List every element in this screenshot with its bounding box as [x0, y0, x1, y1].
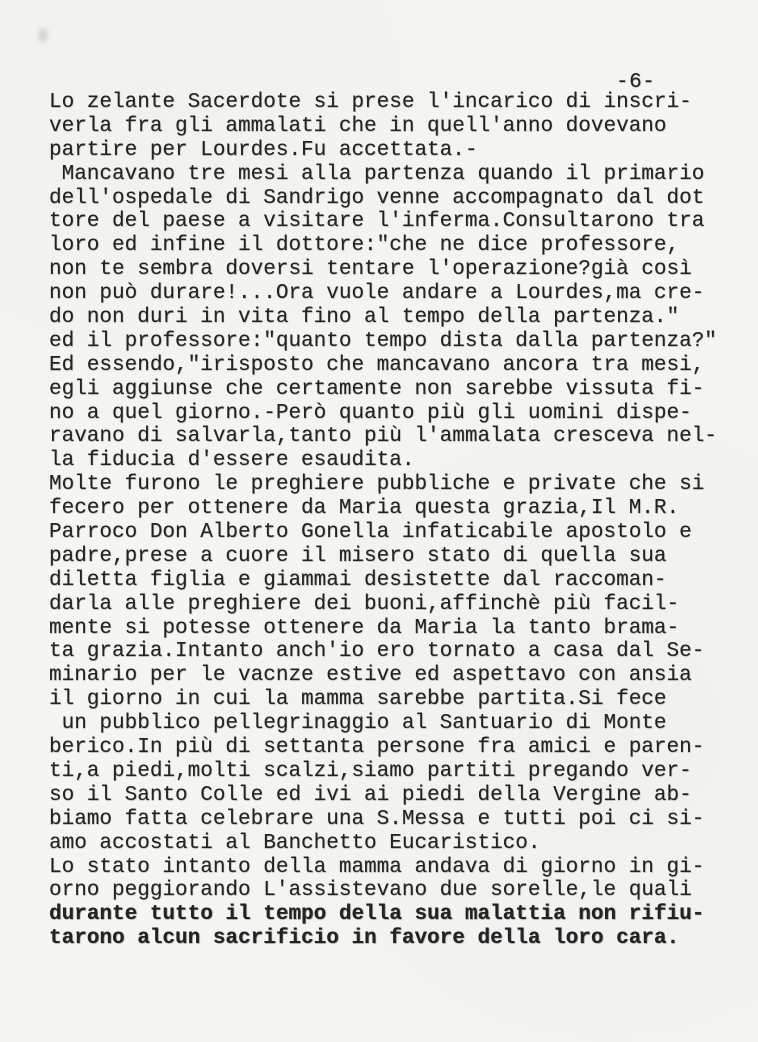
text-line: Mancavano tre mesi alla partenza quando il primario [49, 162, 705, 186]
text-line: egli aggiunse che certamente non sarebbe vissuta fi- [49, 377, 705, 401]
text-line: Molte furono le preghiere pubbliche e private che si [49, 473, 705, 497]
text-line: fecero per ottenere da Maria questa grazia,Il M.R. [49, 497, 680, 521]
text-line: Lo zelante Sacerdote si prese l'incarico di inscri- [49, 91, 692, 114]
text-line: ed il professore:"quanto tempo dista dalla partenza?" [49, 329, 717, 353]
text-line: padre,prese a cuore il misero stato di quella sua [49, 544, 667, 568]
text-line: do non duri in vita fino al tempo della partenza." [49, 306, 680, 330]
text-line: un pubblico pellegrinaggio al Santuario di Monte [49, 712, 667, 736]
text-line: ta grazia.Intanto anch'io ero tornato a casa dal Se- [49, 640, 705, 664]
text-line: mente si potesse ottenere da Maria la tanto brama- [49, 616, 680, 640]
text-line: non te sembra doversi tentare l'operazione?già così [49, 258, 692, 282]
scan-smudge [38, 28, 48, 42]
text-line: il giorno in cui la mamma sarebbe partita.Si fece [49, 688, 667, 712]
text-line: tore del paese a visitare l'inferma.Consultarono tra [49, 210, 705, 234]
text-line: minario per le vacnze estive ed aspettavo con ansia [49, 664, 692, 688]
text-line: orno peggiorando L'assistevano due sorelle,le quali [49, 879, 692, 903]
document-body [49, 91, 721, 951]
text-line: verla fra gli ammalati che in quell'anno dovevano [49, 114, 667, 138]
text-line: loro ed infine il dottore:"che ne dice professore, [49, 234, 680, 258]
text-line: no a quel giorno.-Però quanto più gli uomini dispe- [49, 401, 692, 425]
text-line: tarono alcun sacrificio in favore della loro cara. [49, 927, 680, 951]
text-line: darla alle preghiere dei buoni,affinchè più facil- [49, 592, 680, 616]
text-line: biamo fatta celebrare una S.Messa e tutti poi ci si- [49, 807, 705, 831]
text-line: Parroco Don Alberto Gonella infaticabile apostolo e [49, 521, 692, 545]
text-line: ravano di salvarla,tanto più l'ammalata cresceva nel- [49, 425, 717, 449]
text-line: Lo stato intanto della mamma andava di giorno in gi- [49, 855, 705, 879]
text-line: berico.In più di settanta persone fra amici e paren- [49, 736, 705, 760]
text-line: amo accostati al Banchetto Eucaristico. [49, 831, 541, 855]
text-line: diletta figlia e giammai desistette dal raccoman- [49, 568, 667, 592]
text-line: partire per Lourdes.Fu accettata.- [49, 138, 478, 162]
text-line: ti,a piedi,molti scalzi,siamo partiti pregando ver- [49, 759, 692, 783]
text-line: non può durare!...Ora vuole andare a Lourdes,ma cre- [49, 282, 705, 306]
page-number: -6- [616, 71, 656, 94]
text-line: Ed essendo,"irisposto che mancavano ancora tra mesi, [49, 353, 705, 377]
text-line: durante tutto il tempo della sua malattia non rifiu- [49, 903, 705, 927]
text-line: la fiducia d'essere esaudita. [49, 449, 415, 473]
text-line: dell'ospedale di Sandrigo venne accompagnato dal dot [49, 186, 705, 210]
text-line: so il Santo Colle ed ivi ai piedi della Vergine ab- [49, 783, 692, 807]
